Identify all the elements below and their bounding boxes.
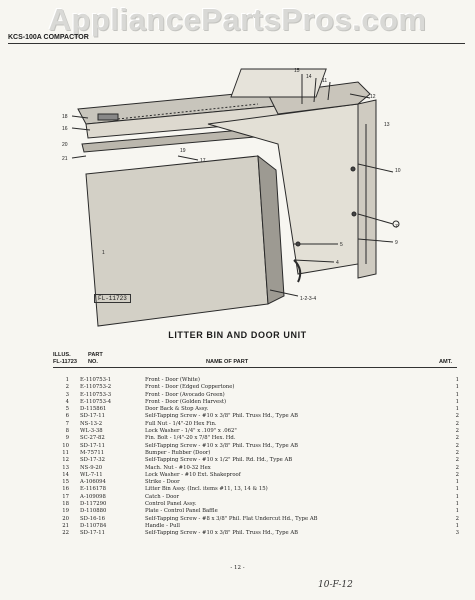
part-number: A-109098 [80,493,106,500]
callout-12: 12 [370,94,376,100]
callout-10: 10 [395,168,401,174]
part-amount: 2 [455,442,459,449]
part-number: D-115861 [80,406,107,413]
illus-number: 22 [62,530,69,537]
table-row [0,494,475,501]
table-row [0,508,475,515]
part-header: PART NO. [88,352,103,365]
part-amount: 2 [455,435,459,442]
section-title: LITTER BIN AND DOOR UNIT [168,330,307,340]
callout-21: 21 [62,156,68,162]
part-number: SD-16-16 [80,515,106,522]
table-row [0,530,475,537]
table-row [0,472,475,479]
callout-4: 4 [336,260,339,266]
illus-number: 21 [62,522,69,529]
table-row [0,406,475,413]
part-number: SD-17-11 [80,413,106,420]
part-name: Self-Tapping Screw - #10 x 3/8" Phil. Truss Hd., Type AB [145,530,299,537]
part-amount: 1 [455,391,459,398]
part-amount: 2 [455,515,459,522]
table-row [0,516,475,523]
callout-15: 15 [294,68,300,74]
part-amount: 2 [455,449,459,456]
part-amount: 1 [455,522,459,529]
part-number: SD-17-32 [80,457,106,464]
callout-11: 11 [322,78,328,84]
part-name: Catch - Door [145,493,180,500]
part-number: E-110753-1 [80,377,112,383]
part-name: Mach. Nut - #10-32 Hex [145,464,211,471]
callout-9: 9 [395,240,398,246]
part-amount: 2 [455,413,459,420]
part-name: Lock Washer - 1/4" x .109" x .062" [145,428,237,435]
table-row [0,384,475,391]
part-name: Bumper - Rubber (Door) [145,449,211,456]
part-amount: 2 [455,457,459,464]
illus-number: 5 [65,406,69,413]
part-number: A-106094 [80,479,106,486]
callout-18: 18 [62,114,68,120]
illus-number: 4 [65,398,69,405]
callout-19: 19 [180,148,186,154]
part-amount: 1 [455,479,459,486]
part-amount: 1 [455,406,459,413]
illus-number: 13 [62,464,69,471]
part-number: SC-27-82 [80,435,105,442]
handwritten-note: 10-F-12 [318,580,353,590]
illus-number: 10 [62,442,69,449]
table-row [0,450,475,457]
part-amount: 1 [455,384,459,391]
illus-number: 16 [62,486,69,493]
part-number: SD-17-11 [80,442,106,449]
part-name: Self-Tapping Screw - #8 x 3/8" Phil. Flat Undercut Hd., Type AB [145,515,318,522]
part-name: Handle - Pull [145,522,180,529]
part-name: Self-Tapping Screw - #10 x 1/2" Phil. Rd. Hd., Type AB [145,457,293,464]
illus-number: 2 [65,384,69,391]
part-name: Full Nut - 1/4"-20 Hex Fin. [145,420,217,427]
part-number: NS-9-20 [80,464,103,471]
part-name: Fin. Bolt - 1/4"-20 x 7/8" Hex. Hd. [145,435,236,442]
part-amount: 1 [455,377,459,383]
part-number: E-110753-2 [80,384,112,391]
part-name: Front - Door (Edged Coppertone) [145,384,235,391]
part-name: Self-Tapping Screw - #10 x 3/8" Phil. Truss Hd., Type AB [145,442,299,449]
part-name: Front - Door (Golden Harvest) [145,398,227,405]
part-number: WL-3-38 [80,428,103,435]
table-row [0,428,475,435]
part-name: Self-Tapping Screw - #10 x 3/8" Phil. Truss Hd., Type AB [145,413,299,420]
table-row [0,392,475,399]
part-amount: 1 [455,501,459,508]
part-number: M-75711 [80,449,105,456]
part-name: Door Back & Stop Assy. [145,406,209,413]
callout-1: 1 [102,250,105,256]
table-row [0,421,475,428]
callout-7: 7 [395,224,398,230]
figure-id: FL-11723 [94,294,131,303]
table-row [0,486,475,493]
part-name: Front - Door (Avocado Green) [145,391,225,398]
illus-number: 7 [65,420,69,427]
part-name: Strike - Door [145,479,180,486]
illus-number: 15 [62,479,69,486]
part-name: Front - Door (White) [145,377,200,383]
illus-number: 12 [62,457,69,464]
header-rule [8,43,465,44]
parts-list [0,377,475,538]
illus-number: 14 [62,471,69,478]
table-row [0,377,475,384]
part-amount: 2 [455,471,459,478]
part-number: E-110753-4 [80,398,112,405]
part-number: D-110784 [80,522,107,529]
name-header: NAME OF PART [206,359,249,365]
illus-number: 11 [62,449,69,456]
illus-header: ILLUS. FL-11723 [53,352,77,365]
callout-14: 14 [306,74,312,80]
callout-20: 20 [62,142,68,148]
table-row [0,435,475,442]
part-amount: 1 [455,508,459,515]
callout-1-2-3-4: 1-2-3-4 [300,296,317,302]
part-number: NS-13-2 [80,420,103,427]
door-back-bracket [358,100,376,278]
callout-5: 5 [340,242,343,248]
callout-13: 13 [384,122,390,128]
model-header: KCS-100A COMPACTOR [8,34,89,41]
part-name: Lock Washer - #10 Ext. Shakeproof [145,471,241,478]
part-number: D-117290 [80,501,107,508]
part-number: E-110753-3 [80,391,112,398]
part-name: Plate - Control Panel Baffle [145,508,218,515]
page-number: - 12 - [230,565,245,571]
part-amount: 2 [455,428,459,435]
part-amount: 1 [455,486,459,493]
part-name: Control Panel Assy. [145,501,197,508]
part-amount: 2 [455,464,459,471]
part-number: E-116178 [80,486,106,493]
part-number: WL-7-11 [80,471,103,478]
part-amount: 3 [455,530,459,537]
illus-number: 8 [65,428,69,435]
part-number: SD-17-11 [80,530,106,537]
watermark: AppliancePartsPros.com [48,2,427,37]
table-row [0,465,475,472]
callout-17: 17 [200,158,206,164]
illus-number: 6 [65,413,69,420]
illus-number: 17 [62,493,69,500]
illus-number: 1 [65,377,69,383]
table-row [0,523,475,530]
part-number: D-110880 [80,508,107,515]
table-row [0,413,475,420]
table-row [0,443,475,450]
part-amount: 2 [455,420,459,427]
part-name: Litter Bin Assy. (Incl. items #11, 13, 14 & 15) [145,486,268,493]
illus-number: 9 [65,435,69,442]
illus-number: 19 [62,508,69,515]
part-amount: 1 [455,493,459,500]
illus-number: 20 [62,515,69,522]
amt-header: AMT. [439,359,453,365]
illus-number: 18 [62,501,69,508]
callout-16: 16 [62,126,68,132]
header-rule-table [53,367,457,368]
table-row [0,457,475,464]
part-amount: 1 [455,398,459,405]
illus-number: 3 [65,391,69,398]
table-row [0,501,475,508]
table-row [0,399,475,406]
